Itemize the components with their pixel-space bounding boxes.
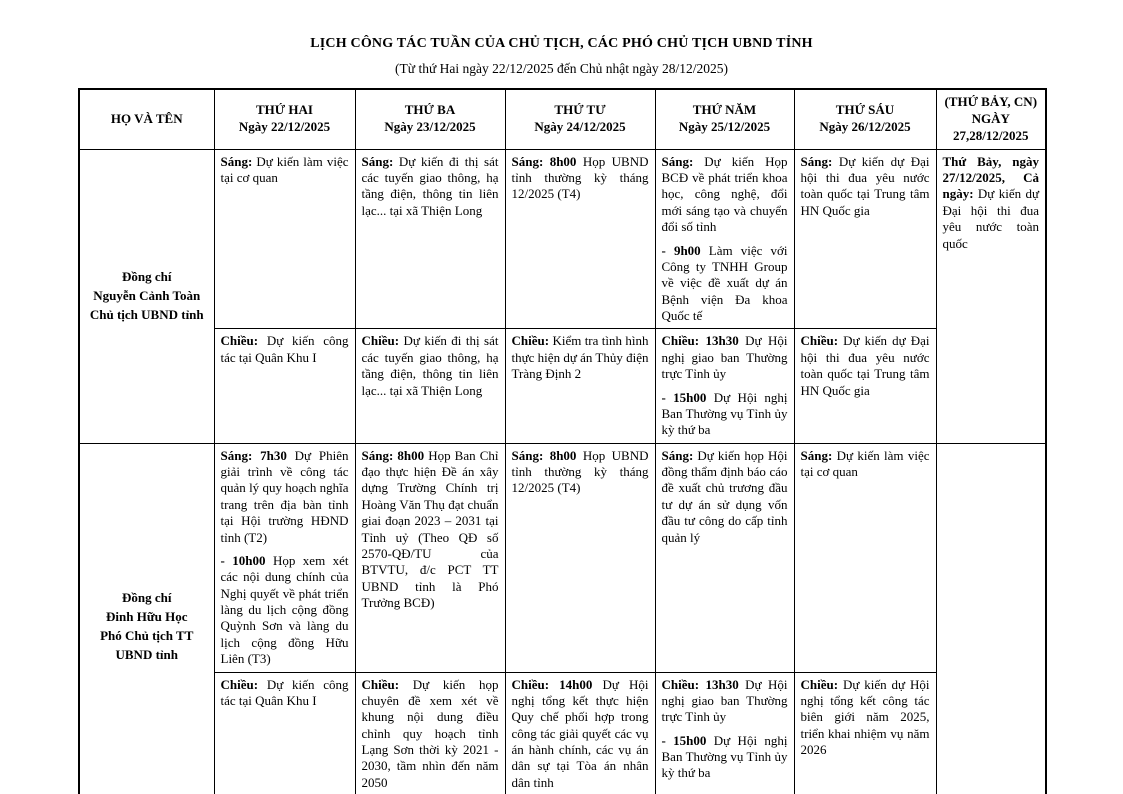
header-col-thursday: THỨ NĂM Ngày 25/12/2025 <box>655 89 794 149</box>
row1-afternoon <box>79 329 1046 443</box>
page-subtitle: (Từ thứ Hai ngày 22/12/2025 đến Chủ nhật ngày 28/12/2025) <box>395 61 728 76</box>
row1-morning <box>79 149 1046 329</box>
header-row <box>79 89 1046 149</box>
row2-afternoon <box>79 672 1046 794</box>
cell-row2-monday-morning: Sáng: 7h30 Dự Phiên giải trình về công tác quản lý quy hoạch nghĩa trang trên địa bàn tỉnh tại Hội trường HĐND tỉnh (T2) - 10h00 Họp xem xét các nội dung chính của Nghị quyết về phát triển làng du lịch cộng đồng Quỳnh Sơn và làng du lịch cộng đồng Hữu Liên (T3) <box>214 443 355 672</box>
header-col-friday: THỨ SÁU Ngày 26/12/2025 <box>794 89 936 149</box>
cell-row1-monday-morning: Sáng: Dự kiến làm việc tại cơ quan <box>214 149 355 329</box>
officer-name-row1: Đồng chí Nguyễn Cảnh Toàn Chủ tịch UBND tỉnh <box>79 149 214 443</box>
cell-row2-friday-afternoon: Chiều: Dự kiến dự Hội nghị tổng kết công tác biên giới năm 2025, triển khai nhiệm vụ năm 2026 <box>794 672 936 794</box>
cell-row1-wednesday-morning: Sáng: 8h00 Họp UBND tỉnh thường kỳ tháng 12/2025 (T4) <box>505 149 655 329</box>
cell-row1-wednesday-afternoon: Chiều: Kiểm tra tình hình thực hiện dự án Thủy điện Tràng Định 2 <box>505 329 655 443</box>
header-col-tuesday: THỨ BA Ngày 23/12/2025 <box>355 89 505 149</box>
cell-row1-tuesday-morning: Sáng: Dự kiến đi thị sát các tuyến giao thông, hạ tầng điện, thông tin liên lạc... tại xã Thiện Long <box>355 149 505 329</box>
cell-row1-thursday-morning: Sáng: Dự kiến Họp BCĐ về phát triển khoa học, công nghệ, đổi mới sáng tạo và chuyển đổi số tỉnh - 9h00 Làm việc với Công ty TNHH Group về việc đề xuất dự án Bệnh viện Đa khoa Quốc tế <box>655 149 794 329</box>
header-col-name: HỌ VÀ TÊN <box>79 89 214 149</box>
cell-row1-friday-afternoon: Chiều: Dự kiến dự Đại hội thi đua yêu nước toàn quốc tại Trung tâm HN Quốc gia <box>794 329 936 443</box>
cell-row2-tuesday-afternoon: Chiều: Dự kiến họp chuyên đề xem xét về khung nội dung điều chỉnh quy hoạch tỉnh Lạng Sơn thời kỳ 2021 - 2030, tầm nhìn đến năm 2050 <box>355 672 505 794</box>
row2-morning <box>79 443 1046 672</box>
schedule-table <box>78 88 1047 794</box>
cell-row2-thursday-afternoon: Chiều: 13h30 Dự Hội nghị giao ban Thường trực Tỉnh ủy - 15h00 Dự Hội nghị Ban Thường vụ Tỉnh ủy kỳ thứ ba <box>655 672 794 794</box>
cell-row2-friday-morning: Sáng: Dự kiến làm việc tại cơ quan <box>794 443 936 672</box>
cell-row1-friday-morning: Sáng: Dự kiến dự Đại hội thi đua yêu nước toàn quốc tại Trung tâm HN Quốc gia <box>794 149 936 329</box>
cell-row2-thursday-morning: Sáng: Dự kiến họp Hội đồng thẩm định báo cáo đề xuất chủ trương đầu tư dự án sử dụng vốn đầu tư công do cấp tỉnh quản lý <box>655 443 794 672</box>
cell-row1-tuesday-afternoon: Chiều: Dự kiến đi thị sát các tuyến giao thông, hạ tầng điện, thông tin liên lạc... tại xã Thiện Long <box>355 329 505 443</box>
page-title: LỊCH CÔNG TÁC TUẦN CỦA CHỦ TỊCH, CÁC PHÓ CHỦ TỊCH UBND TỈNH <box>310 36 813 51</box>
header-col-wednesday: THỨ TƯ Ngày 24/12/2025 <box>505 89 655 149</box>
header-col-monday: THỨ HAI Ngày 22/12/2025 <box>214 89 355 149</box>
cell-row1-thursday-afternoon: Chiều: 13h30 Dự Hội nghị giao ban Thường trực Tỉnh ủy - 15h00 Dự Hội nghị Ban Thường vụ Tỉnh ủy kỳ thứ ba <box>655 329 794 443</box>
cell-row2-tuesday-morning: Sáng: 8h00 Họp Ban Chỉ đạo thực hiện Đề án xây dựng Trường Chính trị Hoàng Văn Thụ đạt chuẩn giai đoạn 2023 – 2031 tại Tỉnh uỷ (Theo QĐ số 2570-QĐ/TU của BTVTU, đ/c PCT TT UBND tỉnh là Phó Trưởng BCĐ) <box>355 443 505 672</box>
header-col-weekend: (THỨ BẢY, CN) NGÀY 27,28/12/2025 <box>936 89 1046 149</box>
cell-row2-monday-afternoon: Chiều: Dự kiến công tác tại Quân Khu I <box>214 672 355 794</box>
cell-row2-weekend <box>936 443 1046 794</box>
cell-row1-weekend: Thứ Bảy, ngày 27/12/2025, Cả ngày: Dự kiến dự Đại hội thi đua yêu nước toàn quốc <box>936 149 1046 443</box>
cell-row2-wednesday-morning: Sáng: 8h00 Họp UBND tỉnh thường kỳ tháng 12/2025 (T4) <box>505 443 655 672</box>
officer-name-row2: Đồng chí Đinh Hữu Học Phó Chủ tịch TT UBND tỉnh <box>79 443 214 794</box>
cell-row1-monday-afternoon: Chiều: Dự kiến công tác tại Quân Khu I <box>214 329 355 443</box>
cell-row2-wednesday-afternoon: Chiều: 14h00 Dự Hội nghị tổng kết thực hiện Quy chế phối hợp trong công tác giải quyết các vụ án hành chính, các vụ án dân sự tại Tòa án nhân dân tỉnh <box>505 672 655 794</box>
